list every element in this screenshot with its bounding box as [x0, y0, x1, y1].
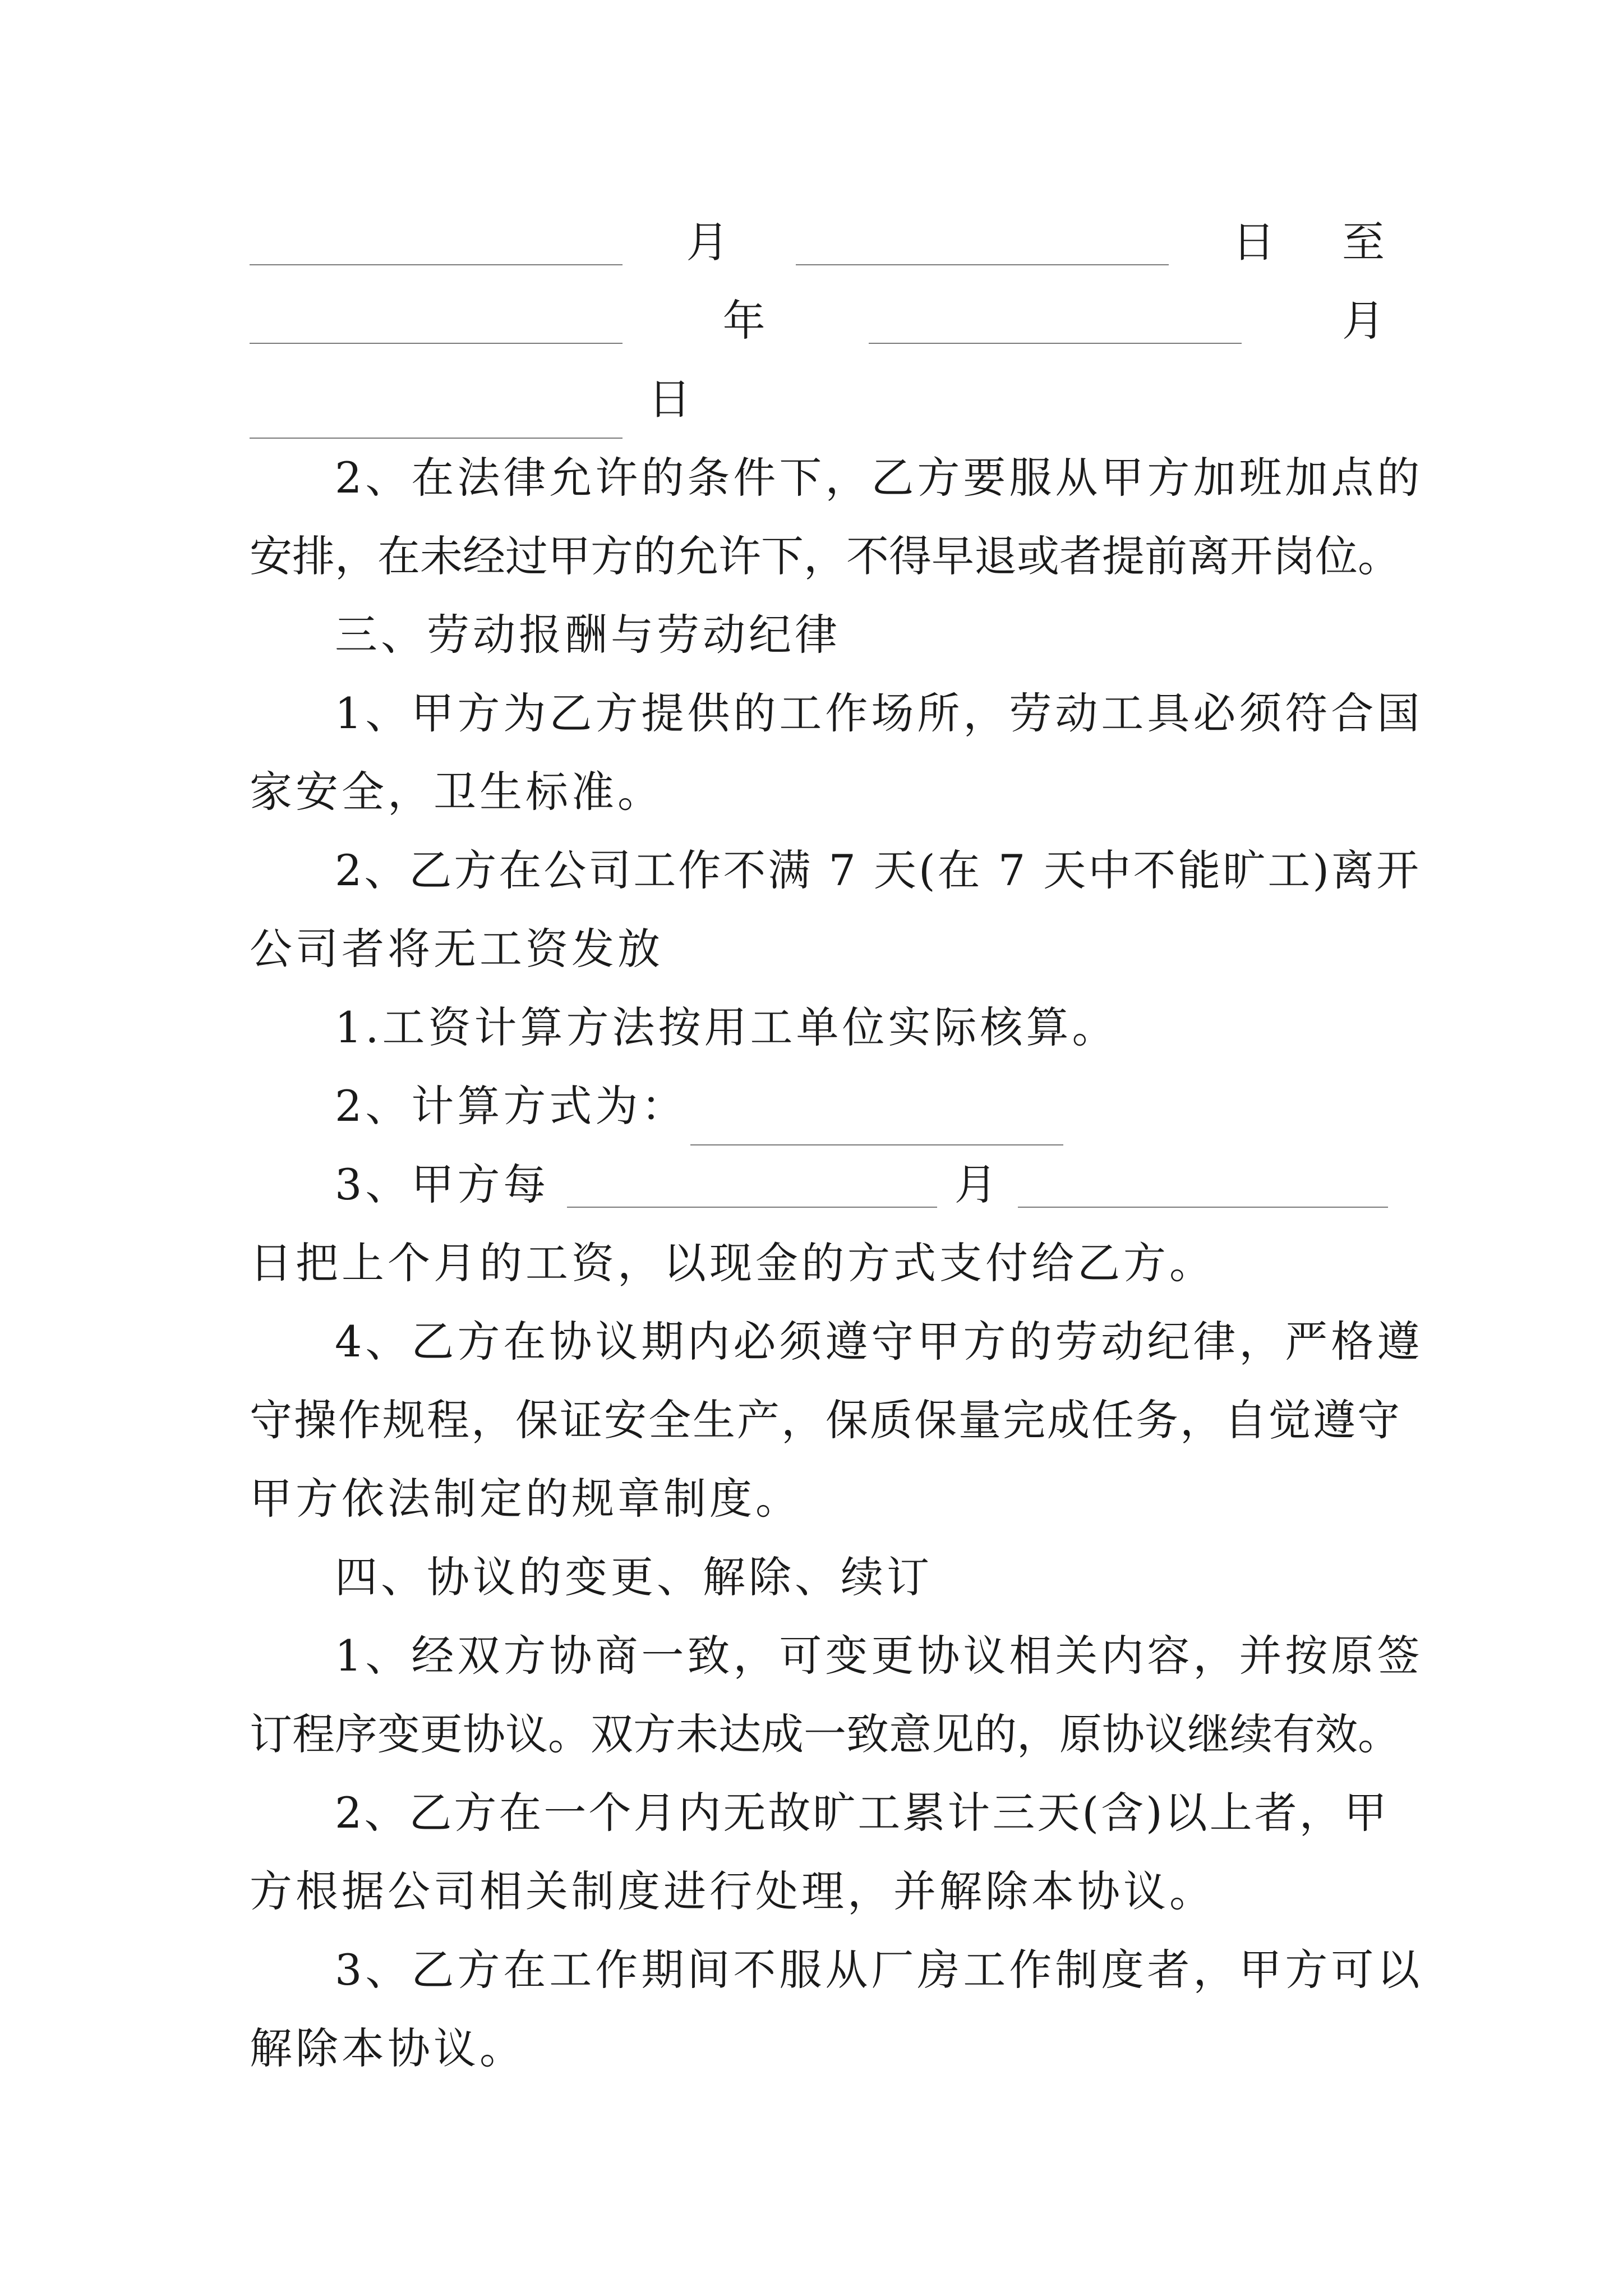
paragraph-line: 日把上个月的工资，以现金的方式支付给乙方。 [250, 1238, 1215, 1288]
date-row-3 [250, 360, 1388, 439]
paragraph-line: 2、乙方在一个月内无故旷工累计三天(含)以上者，甲 [335, 1788, 1389, 1838]
calc-method-label: 2、计算方式为： [335, 1081, 688, 1131]
blank-field[interactable] [567, 1162, 937, 1208]
pay-date-prefix: 3、甲方每 [335, 1159, 550, 1209]
paragraph-line: 1、甲方为乙方提供的工作场所，劳动工具必须符合国 [335, 688, 1423, 738]
blank-field[interactable] [250, 298, 623, 344]
document-body [250, 203, 1423, 2088]
paragraph-line: 公司者将无工资发放 [250, 924, 663, 974]
paragraph-line: 甲方依法制定的规章制度。 [250, 1474, 801, 1524]
paragraph-line: 守操作规程，保证安全生产，保质保量完成任务，自觉遵守 [250, 1395, 1401, 1445]
month-label: 月 [686, 217, 732, 267]
pay-date-row [250, 1145, 1388, 1224]
calc-method-field[interactable] [690, 1099, 1063, 1145]
paragraph-line: 订程序变更协议。双方未达成一致意见的，原协议继续有效。 [250, 1709, 1400, 1759]
blank-field[interactable] [250, 393, 623, 439]
day-label: 日 [648, 374, 694, 424]
paragraph-line: 1.工资计算方法按用工单位实际核算。 [335, 1002, 1118, 1052]
year-label: 年 [722, 296, 769, 346]
blank-field[interactable] [250, 219, 623, 265]
paragraph-line: 解除本协议。 [250, 2023, 525, 2073]
blank-field[interactable] [1018, 1162, 1388, 1208]
month-label: 月 [954, 1159, 1000, 1209]
paragraph-line: 2、乙方在公司工作不满 7 天(在 7 天中不能旷工)离开 [335, 845, 1421, 895]
paragraph-line: 2、在法律允许的条件下，乙方要服从甲方加班加点的 [335, 453, 1423, 503]
blank-field[interactable] [869, 298, 1242, 344]
section-heading: 三、劳动报酬与劳动纪律 [335, 610, 841, 660]
paragraph-line: 1、经双方协商一致，可变更协议相关内容，并按原签 [335, 1631, 1423, 1681]
calc-method-row [250, 1067, 1388, 1145]
paragraph-line: 方根据公司相关制度进行处理，并解除本协议。 [250, 1866, 1215, 1916]
date-row-2 [250, 282, 1388, 360]
paragraph-line: 3、乙方在工作期间不服从厂房工作制度者，甲方可以 [335, 1945, 1423, 1995]
date-row-1 [250, 203, 1388, 282]
paragraph-line: 安排，在未经过甲方的允许下，不得早退或者提前离开岗位。 [250, 531, 1400, 581]
paragraph-line: 4、乙方在协议期内必须遵守甲方的劳动纪律，严格遵 [335, 1317, 1423, 1366]
day-label: 日 [1232, 217, 1279, 267]
month-label: 月 [1341, 296, 1388, 346]
to-label: 至 [1342, 217, 1388, 267]
paragraph-line: 家安全，卫生标准。 [250, 767, 663, 817]
section-heading: 四、协议的变更、解除、续订 [335, 1552, 933, 1602]
blank-field[interactable] [796, 219, 1169, 265]
